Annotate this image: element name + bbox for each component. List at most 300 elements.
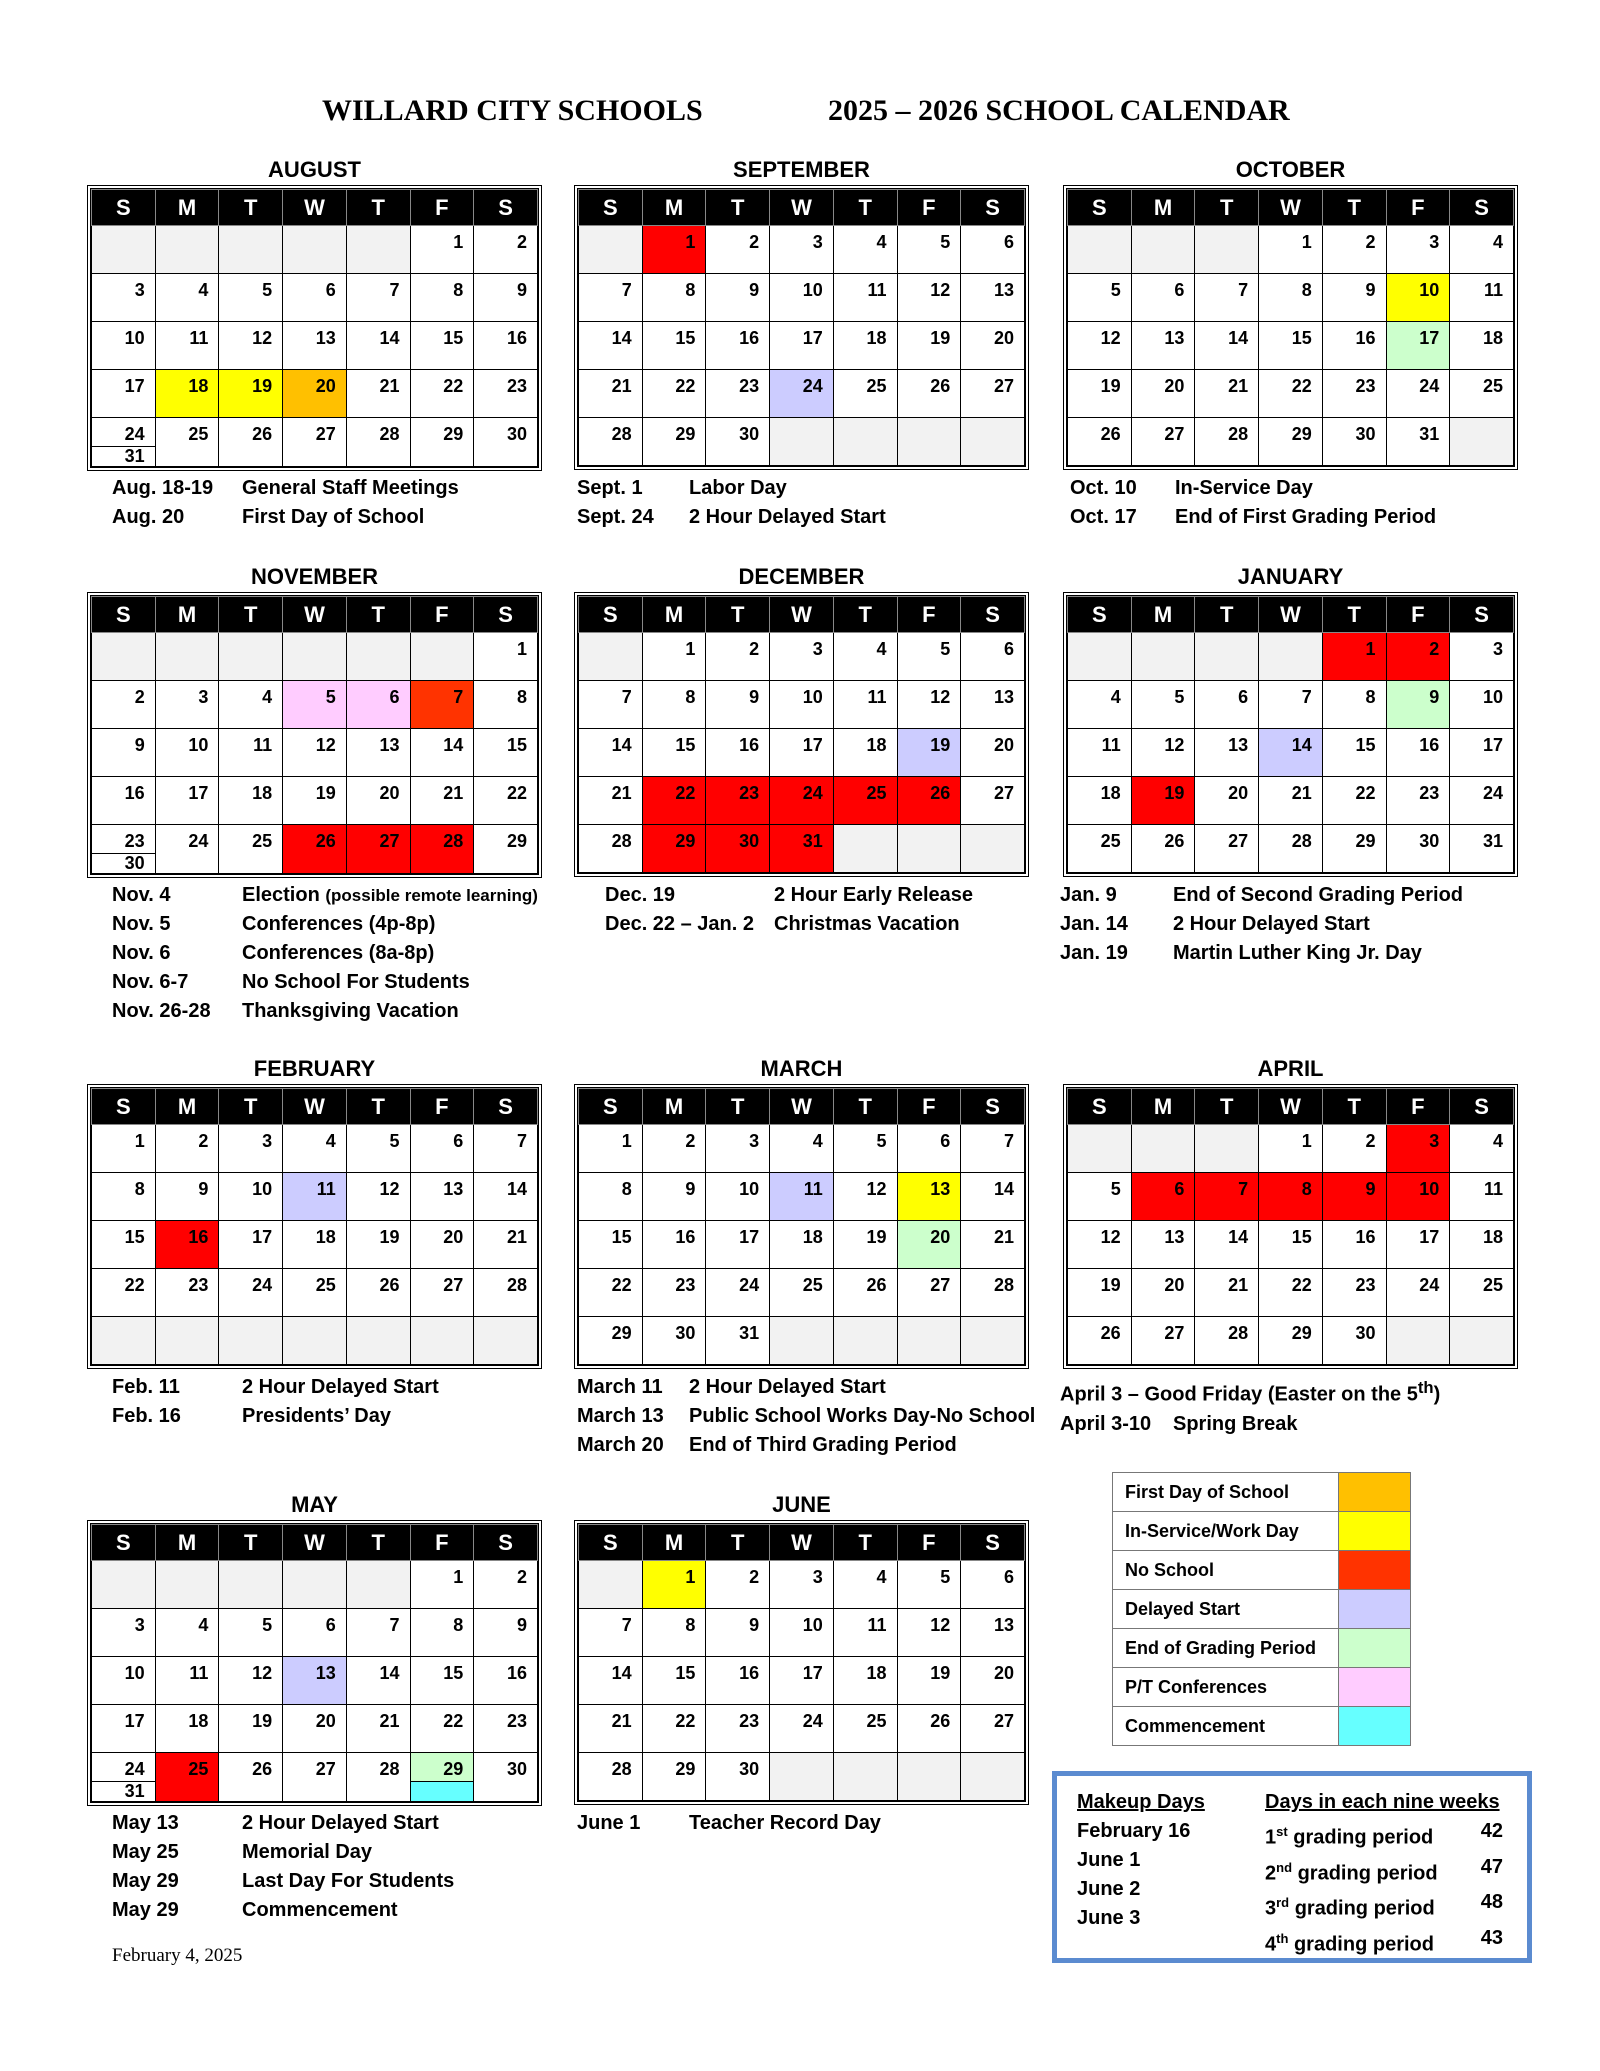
weekday-header: F — [410, 597, 474, 633]
day-cell: 3 — [155, 681, 219, 729]
day-cell: 15 — [1259, 1221, 1323, 1269]
weekday-header: T — [219, 190, 283, 226]
day-cell: 1 — [410, 1561, 474, 1609]
weekday-header: M — [155, 1525, 219, 1561]
day-cell: 5 — [897, 226, 961, 274]
note-item — [577, 1402, 1035, 1431]
day-cell: 30 — [474, 1753, 538, 1802]
note-text: 2 Hour Early Release — [774, 884, 973, 906]
weekday-header: S — [92, 597, 156, 633]
weekday-header: T — [346, 1089, 410, 1125]
day-cell: 19 — [219, 1705, 283, 1753]
day-cell: 17 — [770, 322, 834, 370]
weekday-header: F — [1386, 597, 1450, 633]
day-cell: 9 — [474, 1609, 538, 1657]
weekday-header: S — [1450, 597, 1514, 633]
day-cell: 9 — [474, 274, 538, 322]
day-cell: 28 — [346, 1753, 410, 1802]
day-cell: 18 — [1450, 322, 1514, 370]
weekday-header: S — [92, 1525, 156, 1561]
day-cell: 13 — [283, 1657, 347, 1705]
weekday-header: F — [897, 190, 961, 226]
weekday-header: T — [706, 190, 770, 226]
day-cell: 2 — [474, 1561, 538, 1609]
weekday-header: F — [410, 1525, 474, 1561]
day-cell: 19 — [346, 1221, 410, 1269]
day-cell: 4 — [155, 274, 219, 322]
day-cell — [770, 1753, 834, 1801]
month-name: APRIL — [1257, 1056, 1324, 1081]
day-cell — [474, 1317, 538, 1365]
day-cell: 2 — [706, 226, 770, 274]
note-item — [577, 1809, 881, 1838]
day-cell: 27 — [1195, 825, 1259, 873]
day-cell: 2 — [155, 1125, 219, 1173]
weekday-header: M — [155, 190, 219, 226]
day-cell: 17 — [155, 777, 219, 825]
legend-label: Delayed Start — [1113, 1590, 1339, 1629]
day-cell: 11 — [833, 274, 897, 322]
day-cell: 5 — [897, 1561, 961, 1609]
day-cell: 16 — [92, 777, 156, 825]
note-item — [112, 474, 459, 503]
day-cell — [1131, 226, 1195, 274]
day-cell: 2 — [92, 681, 156, 729]
day-cell: 3 — [92, 274, 156, 322]
day-cell: 24 — [1386, 370, 1450, 418]
day-cell: 22 — [1259, 370, 1323, 418]
weekday-header: T — [706, 1525, 770, 1561]
day-cell: 21 — [961, 1221, 1025, 1269]
day-cell: 18 — [155, 1705, 219, 1753]
note-text: Conferences (8a-8p) — [242, 942, 435, 964]
weekday-header: S — [474, 190, 538, 226]
day-cell: 20 — [897, 1221, 961, 1269]
note-item — [112, 1373, 439, 1402]
note-text: Commencement — [242, 1899, 398, 1921]
weekday-header: S — [474, 597, 538, 633]
day-cell: 18 — [1068, 777, 1132, 825]
day-cell: 5 — [346, 1125, 410, 1173]
day-cell: 17 — [770, 1657, 834, 1705]
day-cell: 2 — [642, 1125, 706, 1173]
nine-weeks-column — [1265, 1788, 1525, 1960]
legend-swatch — [1339, 1707, 1411, 1746]
day-cell: 12 — [1068, 322, 1132, 370]
day-cell — [961, 1317, 1025, 1365]
month-name: MAY — [291, 1492, 338, 1517]
day-cell: 3 — [770, 226, 834, 274]
note-date: Feb. 16 — [112, 1405, 181, 1427]
day-cell: 28 — [1195, 1317, 1259, 1365]
day-cell: 17 — [1386, 322, 1450, 370]
day-cell: 27 — [897, 1269, 961, 1317]
grading-period-days: 43 — [1480, 1926, 1503, 1949]
note-text: Election (possible remote learning) — [242, 884, 538, 906]
day-cell: 25 — [155, 418, 219, 467]
day-cell: 28 — [579, 825, 643, 873]
day-cell: 10 — [706, 1173, 770, 1221]
note-item — [112, 1867, 454, 1896]
day-cell — [579, 226, 643, 274]
day-cell: 1 — [474, 633, 538, 681]
note-date: Aug. 20 — [112, 506, 185, 528]
day-cell: 13 — [1131, 322, 1195, 370]
day-cell: 27 — [961, 1705, 1025, 1753]
day-cell: 24 31 — [92, 418, 156, 467]
day-cell — [961, 825, 1025, 873]
day-cell: 17 — [706, 1221, 770, 1269]
color-legend — [1112, 1472, 1411, 1746]
day-cell: 17 — [92, 370, 156, 418]
day-cell: 12 — [219, 322, 283, 370]
note-item — [1060, 939, 1463, 968]
weekday-header: W — [283, 190, 347, 226]
day-cell — [410, 1317, 474, 1365]
legend-row — [1113, 1707, 1411, 1746]
month-october — [1063, 155, 1518, 470]
day-cell: 24 — [155, 825, 219, 874]
footer-date: February 4, 2025 — [112, 1945, 243, 1966]
note-date: May 13 — [112, 1812, 179, 1834]
weekday-header: M — [642, 190, 706, 226]
legend-row — [1113, 1512, 1411, 1551]
day-cell: 29 — [579, 1317, 643, 1365]
legend-row — [1113, 1473, 1411, 1512]
day-cell: 18 — [833, 322, 897, 370]
day-cell — [346, 633, 410, 681]
day-cell: 7 — [1259, 681, 1323, 729]
day-cell: 20 — [1195, 777, 1259, 825]
day-cell: 30 — [1322, 1317, 1386, 1365]
month-notes — [112, 1809, 454, 1925]
weekday-header: T — [1195, 1089, 1259, 1125]
day-cell: 14 — [579, 729, 643, 777]
note-text: Conferences (4p-8p) — [242, 913, 436, 935]
day-cell: 15 — [1322, 729, 1386, 777]
day-cell: 4 — [833, 633, 897, 681]
weekday-header: T — [1322, 1089, 1386, 1125]
day-cell: 28 — [346, 418, 410, 467]
weekday-header: T — [1322, 597, 1386, 633]
day-cell: 26 — [1068, 418, 1132, 466]
day-cell: 11 — [770, 1173, 834, 1221]
day-cell: 1 — [642, 633, 706, 681]
day-cell: 16 — [474, 322, 538, 370]
day-cell: 11 — [155, 322, 219, 370]
day-cell: 9 — [706, 1609, 770, 1657]
day-cell: 13 — [346, 729, 410, 777]
day-cell: 23 30 — [92, 825, 156, 874]
weekday-header: S — [579, 190, 643, 226]
day-cell: 2 — [706, 1561, 770, 1609]
day-cell — [219, 226, 283, 274]
day-cell — [92, 1317, 156, 1365]
day-cell: 18 — [155, 370, 219, 418]
month-notes — [112, 474, 459, 532]
day-cell: 27 — [1131, 418, 1195, 466]
day-cell: 5 — [283, 681, 347, 729]
day-cell: 29 — [642, 825, 706, 873]
month-grid — [574, 1084, 1029, 1369]
weekday-header: T — [1195, 597, 1259, 633]
day-cell: 16 — [642, 1221, 706, 1269]
weekday-header: T — [346, 1525, 410, 1561]
day-cell: 12 — [1131, 729, 1195, 777]
weekday-header: S — [1450, 1089, 1514, 1125]
day-cell: 20 — [283, 1705, 347, 1753]
day-cell: 25 — [833, 370, 897, 418]
day-cell: 24 31 — [92, 1753, 156, 1802]
day-cell: 29 — [642, 1753, 706, 1801]
note-date: Dec. 19 — [605, 884, 676, 906]
month-june — [574, 1490, 1029, 1805]
month-notes — [112, 881, 538, 1026]
note-date: Oct. 17 — [1070, 506, 1137, 528]
month-name: SEPTEMBER — [733, 157, 870, 182]
grading-period-row: 2nd grading period 47 — [1265, 1853, 1503, 1889]
day-cell — [961, 1753, 1025, 1801]
day-cell: 16 — [706, 1657, 770, 1705]
day-cell: 9 — [1386, 681, 1450, 729]
day-cell: 11 — [155, 1657, 219, 1705]
day-cell: 6 — [410, 1125, 474, 1173]
day-cell: 7 — [961, 1125, 1025, 1173]
legend-swatch — [1339, 1473, 1411, 1512]
month-grid — [1063, 1084, 1518, 1369]
day-cell: 10 — [770, 1609, 834, 1657]
day-cell — [155, 226, 219, 274]
weekday-header: M — [1131, 1089, 1195, 1125]
day-cell: 9 — [1322, 274, 1386, 322]
day-cell: 18 — [219, 777, 283, 825]
day-cell: 29 — [474, 825, 538, 874]
month-grid — [1063, 592, 1518, 877]
note-item — [112, 910, 538, 939]
day-cell: 21 — [1195, 370, 1259, 418]
day-cell: 19 — [1131, 777, 1195, 825]
day-cell: 10 — [92, 322, 156, 370]
day-cell: 14 — [579, 1657, 643, 1705]
day-cell: 1 — [642, 226, 706, 274]
legend-label: End of Grading Period — [1113, 1629, 1339, 1668]
day-cell: 25 — [770, 1269, 834, 1317]
weekday-header: M — [642, 597, 706, 633]
day-cell: 19 — [897, 1657, 961, 1705]
day-cell: 18 — [283, 1221, 347, 1269]
day-cell: 7 — [1195, 274, 1259, 322]
day-cell: 28 — [1195, 418, 1259, 466]
day-cell: 21 — [1195, 1269, 1259, 1317]
day-cell: 1 — [579, 1125, 643, 1173]
note-text: In-Service Day — [1175, 477, 1313, 499]
day-cell: 7 — [1195, 1173, 1259, 1221]
note-date: Sept. 24 — [577, 506, 654, 528]
note-item — [577, 1373, 1035, 1402]
day-cell: 15 — [410, 1657, 474, 1705]
makeup-days-column — [1077, 1788, 1265, 1960]
weekday-header: S — [579, 1089, 643, 1125]
weekday-header: W — [770, 597, 834, 633]
weekday-header: T — [1322, 190, 1386, 226]
note-item — [1060, 1410, 1440, 1439]
weekday-header: W — [283, 597, 347, 633]
day-cell: 21 — [579, 777, 643, 825]
note-text: Last Day For Students — [242, 1870, 455, 1892]
day-cell: 23 — [474, 370, 538, 418]
day-cell: 21 — [474, 1221, 538, 1269]
day-cell: 19 — [219, 370, 283, 418]
note-text: Martin Luther King Jr. Day — [1173, 942, 1422, 964]
day-cell: 2 — [474, 226, 538, 274]
day-cell: 30 — [474, 418, 538, 467]
grading-period-days: 48 — [1480, 1891, 1503, 1914]
day-cell: 15 — [642, 322, 706, 370]
day-cell: 7 — [474, 1125, 538, 1173]
day-cell: 15 — [92, 1221, 156, 1269]
day-cell: 20 — [410, 1221, 474, 1269]
month-september — [574, 155, 1029, 470]
day-cell: 12 — [346, 1173, 410, 1221]
weekday-header: T — [706, 597, 770, 633]
day-cell — [346, 1561, 410, 1609]
day-cell: 28 — [1259, 825, 1323, 873]
month-grid — [574, 185, 1029, 470]
day-cell — [833, 418, 897, 466]
month-name: AUGUST — [268, 157, 361, 182]
weekday-header: F — [1386, 190, 1450, 226]
day-cell: 31 — [1386, 418, 1450, 466]
day-cell: 4 — [1450, 226, 1514, 274]
day-cell: 19 — [833, 1221, 897, 1269]
day-cell: 26 — [1131, 825, 1195, 873]
note-date: Nov. 4 — [112, 884, 171, 906]
weekday-header: T — [1195, 190, 1259, 226]
day-cell — [1450, 418, 1514, 466]
weekday-header: S — [92, 190, 156, 226]
day-cell: 16 — [706, 729, 770, 777]
note-item — [112, 503, 459, 532]
day-cell: 5 — [219, 1609, 283, 1657]
day-cell — [1068, 633, 1132, 681]
note-text: First Day of School — [242, 506, 425, 528]
weekday-header: T — [833, 1525, 897, 1561]
day-cell: 11 — [833, 681, 897, 729]
day-cell: 29 — [1322, 825, 1386, 873]
note-text: Public School Works Day-No School — [689, 1405, 1036, 1427]
weekday-header: S — [92, 1089, 156, 1125]
day-cell — [897, 418, 961, 466]
day-cell — [219, 1561, 283, 1609]
note-item — [605, 910, 973, 939]
day-cell: 6 — [961, 633, 1025, 681]
day-cell: 8 — [642, 681, 706, 729]
day-cell: 12 — [897, 681, 961, 729]
month-name: JUNE — [772, 1492, 831, 1517]
note-text: End of Third Grading Period — [689, 1434, 957, 1456]
grading-period-row: 3rd grading period 48 — [1265, 1888, 1503, 1924]
day-cell: 5 — [1068, 274, 1132, 322]
day-cell: 28 — [961, 1269, 1025, 1317]
day-cell: 28 — [579, 1753, 643, 1801]
day-cell: 12 — [1068, 1221, 1132, 1269]
weekday-header: F — [1386, 1089, 1450, 1125]
note-item — [112, 968, 538, 997]
day-cell: 5 — [1131, 681, 1195, 729]
month-notes — [112, 1373, 439, 1431]
day-cell: 5 — [833, 1125, 897, 1173]
weekday-header: W — [1259, 190, 1323, 226]
day-cell: 1 — [92, 1125, 156, 1173]
note-item — [112, 1809, 454, 1838]
day-cell: 8 — [579, 1173, 643, 1221]
day-cell — [1068, 226, 1132, 274]
day-cell — [283, 1561, 347, 1609]
day-cell: 7 — [579, 681, 643, 729]
day-cell: 29 — [642, 418, 706, 466]
day-cell: 4 — [283, 1125, 347, 1173]
weekday-header: W — [283, 1525, 347, 1561]
grading-period-days: 42 — [1480, 1820, 1503, 1842]
day-cell: 4 — [219, 681, 283, 729]
weekday-header: S — [961, 1525, 1025, 1561]
day-cell: 10 — [219, 1173, 283, 1221]
day-cell: 19 — [897, 322, 961, 370]
note-date: May 29 — [112, 1870, 179, 1892]
month-name: MARCH — [760, 1056, 843, 1081]
day-cell: 3 — [1386, 1125, 1450, 1173]
day-cell: 6 — [346, 681, 410, 729]
month-notes — [577, 474, 886, 532]
day-cell: 4 — [833, 1561, 897, 1609]
note-date: Nov. 6-7 — [112, 971, 189, 993]
weekday-header: T — [833, 597, 897, 633]
legend-label: No School — [1113, 1551, 1339, 1590]
weekday-header: T — [219, 1525, 283, 1561]
day-cell: 6 — [1195, 681, 1259, 729]
weekday-header: W — [770, 1525, 834, 1561]
day-cell: 24 — [706, 1269, 770, 1317]
day-cell — [1386, 1317, 1450, 1365]
day-cell: 26 — [346, 1269, 410, 1317]
day-cell: 18 — [770, 1221, 834, 1269]
day-cell: 23 — [155, 1269, 219, 1317]
note-date: May 25 — [112, 1841, 179, 1863]
day-cell: 17 — [770, 729, 834, 777]
day-cell: 30 — [706, 418, 770, 466]
day-cell: 3 — [1450, 633, 1514, 681]
day-cell: 14 — [410, 729, 474, 777]
day-cell — [283, 633, 347, 681]
day-cell: 16 — [155, 1221, 219, 1269]
day-cell: 1 — [1259, 1125, 1323, 1173]
day-cell: 7 — [579, 1609, 643, 1657]
day-cell: 3 — [770, 633, 834, 681]
note-date: Feb. 11 — [112, 1376, 180, 1398]
day-cell: 15 — [642, 729, 706, 777]
month-grid — [87, 592, 542, 878]
day-cell: 25 — [283, 1269, 347, 1317]
day-cell — [155, 1561, 219, 1609]
day-cell: 9 — [706, 274, 770, 322]
legend-label: Commencement — [1113, 1707, 1339, 1746]
note-item — [112, 1838, 454, 1867]
note-date: March 13 — [577, 1405, 664, 1427]
day-cell: 26 — [283, 825, 347, 874]
day-cell: 3 — [92, 1609, 156, 1657]
day-cell: 2 — [1322, 1125, 1386, 1173]
weekday-header: W — [770, 190, 834, 226]
